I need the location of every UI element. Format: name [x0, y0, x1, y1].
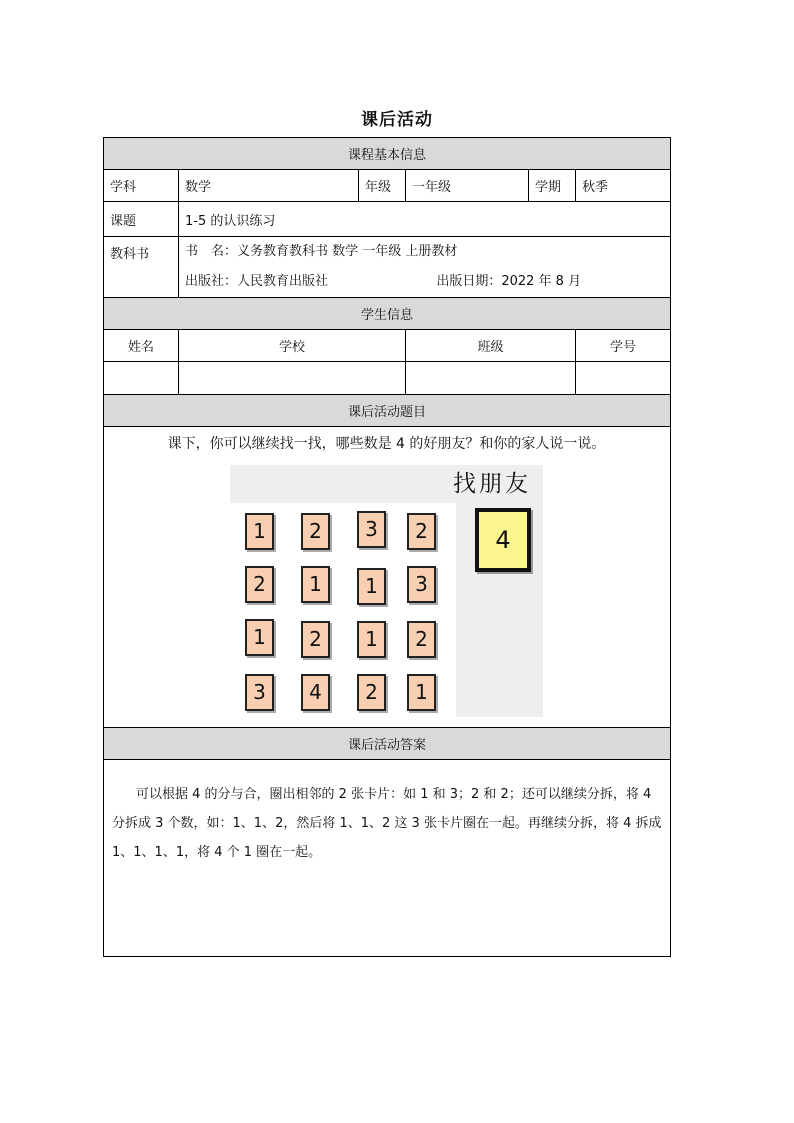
pub-date-label: 出版日期：	[436, 274, 502, 289]
number-card: 1	[245, 513, 274, 550]
topic-label: 课题	[104, 202, 179, 237]
number-card: 1	[245, 619, 274, 656]
student-school-header: 学校	[179, 330, 406, 362]
course-info-header: 课程基本信息	[104, 138, 671, 170]
number-card: 2	[245, 566, 274, 603]
activity-table	[103, 137, 671, 957]
pub-date-value: 2022 年 8 月	[501, 274, 582, 289]
target-number-card: 4	[475, 508, 531, 572]
student-id-header: 学号	[576, 330, 671, 362]
student-school-field[interactable]	[179, 362, 406, 395]
textbook-info	[179, 237, 671, 298]
grade-value: 一年级	[406, 170, 529, 202]
answer-header: 课后活动答案	[104, 728, 671, 760]
answer-text: 可以根据 4 的分与合，圈出相邻的 2 张卡片：如 1 和 3；2 和 2；还可以继续分拆，将 4 分拆成 3 个数，如：1、1、2，然后将 1、1、2 这 3 张卡片圈在一起。再继续分拆，将 4 拆成 1、1、1、1，将 4 个 1 圈在一起。	[104, 760, 671, 957]
find-friends-picture	[230, 465, 543, 717]
student-id-field[interactable]	[576, 362, 671, 395]
activity-header: 课后活动题目	[104, 395, 671, 427]
activity-prompt: 课下，你可以继续找一找，哪些数是 4 的好朋友？和你的家人说一说。	[167, 436, 606, 452]
number-card: 1	[357, 621, 386, 658]
number-card: 1	[357, 568, 386, 605]
student-name-field[interactable]	[104, 362, 179, 395]
page-title: 课后活动	[361, 110, 433, 130]
publisher-value: 人民教育出版社	[237, 274, 329, 289]
picture-title: 找朋友	[453, 471, 531, 497]
number-card: 2	[301, 621, 330, 658]
student-class-field[interactable]	[406, 362, 576, 395]
student-name-header: 姓名	[104, 330, 179, 362]
number-card: 3	[245, 674, 274, 711]
subject-label: 学科	[104, 170, 179, 202]
number-card: 2	[407, 621, 436, 658]
book-name-label: 书 名：	[185, 244, 238, 259]
number-card: 3	[357, 511, 386, 548]
publisher-label: 出版社：	[185, 274, 238, 289]
number-card: 2	[407, 513, 436, 550]
student-class-header: 班级	[406, 330, 576, 362]
subject-value: 数学	[179, 170, 359, 202]
book-name-value: 义务教育教科书 数学 一年级 上册教材	[237, 244, 458, 259]
student-info-header: 学生信息	[104, 298, 671, 330]
number-card: 2	[357, 674, 386, 711]
term-value: 秋季	[576, 170, 671, 202]
textbook-label: 教科书	[104, 237, 179, 298]
grade-label: 年级	[359, 170, 406, 202]
number-card: 1	[407, 674, 436, 711]
number-card: 4	[301, 674, 330, 711]
number-card: 1	[301, 566, 330, 603]
term-label: 学期	[529, 170, 576, 202]
number-card: 3	[407, 566, 436, 603]
topic-value: 1-5 的认识练习	[179, 202, 671, 237]
number-card: 2	[301, 513, 330, 550]
activity-cell	[104, 427, 671, 728]
